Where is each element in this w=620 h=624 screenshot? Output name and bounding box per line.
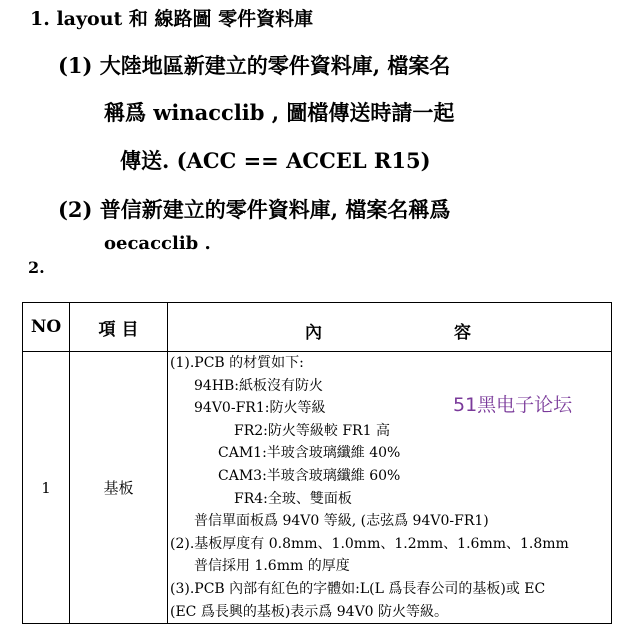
content-line: 普信單面板爲 94V0 等級, (志弦爲 94V0-FR1) (194, 513, 489, 530)
header-content-left: 內 (305, 323, 322, 343)
content-line: 94HB:紙板沒有防火 (194, 377, 324, 394)
header-no: NO (23, 303, 70, 352)
content-line: (2).基板厚度有 0.8mm、1.0mm、1.2mm、1.6mm、1.8mm (170, 535, 569, 552)
paragraph-1-line-2: 稱爲 winacclib , 圖檔傳送時請一起 (104, 100, 455, 125)
section-heading-1: 1. layout 和 線路圖 零件資料庫 (30, 8, 314, 30)
header-item: 項 目 (70, 303, 168, 352)
content-line: 普信採用 1.6mm 的厚度 (194, 558, 350, 575)
row-item: 基板 (70, 352, 168, 624)
paragraph-1-line-3: 傳送. (ACC == ACCEL R15) (120, 148, 431, 173)
paragraph-2-line-2: oecacclib . (104, 233, 211, 254)
paragraph-2-line-1: (2) 普信新建立的零件資料庫, 檔案名稱爲 (58, 197, 451, 222)
header-content (168, 303, 612, 352)
header-content-right: 容 (454, 323, 471, 343)
paragraph-1-line-1: (1) 大陸地區新建立的零件資料庫, 檔案名 (58, 53, 451, 78)
content-line: 94V0-FR1:防火等級 (194, 400, 326, 417)
content-line: CAM1:半玻含玻璃纖維 40% (218, 445, 401, 462)
content-line: FR2:防火等級較 FR1 高 (234, 422, 390, 439)
content-line: (EC 爲長興的基板)表示爲 94V0 防火等級。 (170, 603, 449, 620)
content-line: FR4:全玻、雙面板 (234, 490, 352, 507)
spec-table (22, 302, 612, 624)
content-line: CAM3:半玻含玻璃纖維 60% (218, 467, 401, 484)
row-no: 1 (23, 352, 70, 624)
content-line: (3).PCB 內部有紅色的字體如:L(L 爲長春公司的基板)或 EC (170, 580, 546, 597)
section-heading-2: 2. (28, 258, 45, 277)
forum-watermark: 51黑电子论坛 (453, 394, 573, 416)
content-line: (1).PCB 的材質如下: (170, 355, 304, 371)
